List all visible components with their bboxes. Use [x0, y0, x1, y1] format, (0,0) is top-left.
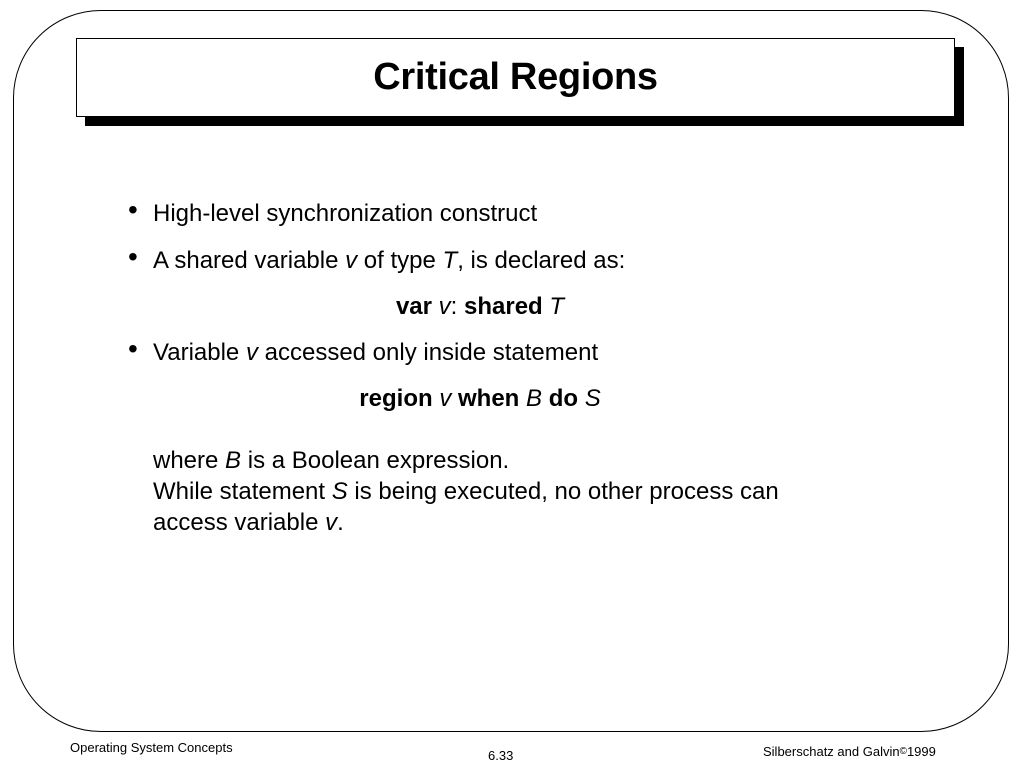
explanation-line-1: where B is a Boolean expression. [153, 447, 510, 474]
explanation-line-3: access variable v. [153, 509, 344, 536]
bullet-1-text: High-level synchronization construct [153, 200, 538, 227]
explanation-line-2: While statement S is being executed, no other process can [153, 478, 779, 505]
declaration-line: var v: shared T [395, 293, 565, 320]
bullet-2-text: A shared variable v of type T, is declared as: [153, 247, 626, 274]
footer-course: Operating System Concepts [70, 740, 233, 755]
statement-line: region v when B do S [359, 385, 601, 412]
bullet-dot: • [128, 333, 138, 364]
copyright-symbol: © [899, 746, 907, 757]
footer-authors: Silberschatz and Galvin©1999 [763, 744, 936, 759]
bullet-dot: • [128, 194, 138, 225]
bullet-dot: • [128, 241, 138, 272]
slide-title: Critical Regions [373, 56, 658, 98]
title-box [76, 38, 955, 117]
footer-page-number: 6.33 [488, 748, 514, 763]
bullet-3-text: Variable v accessed only inside statement [153, 339, 599, 366]
